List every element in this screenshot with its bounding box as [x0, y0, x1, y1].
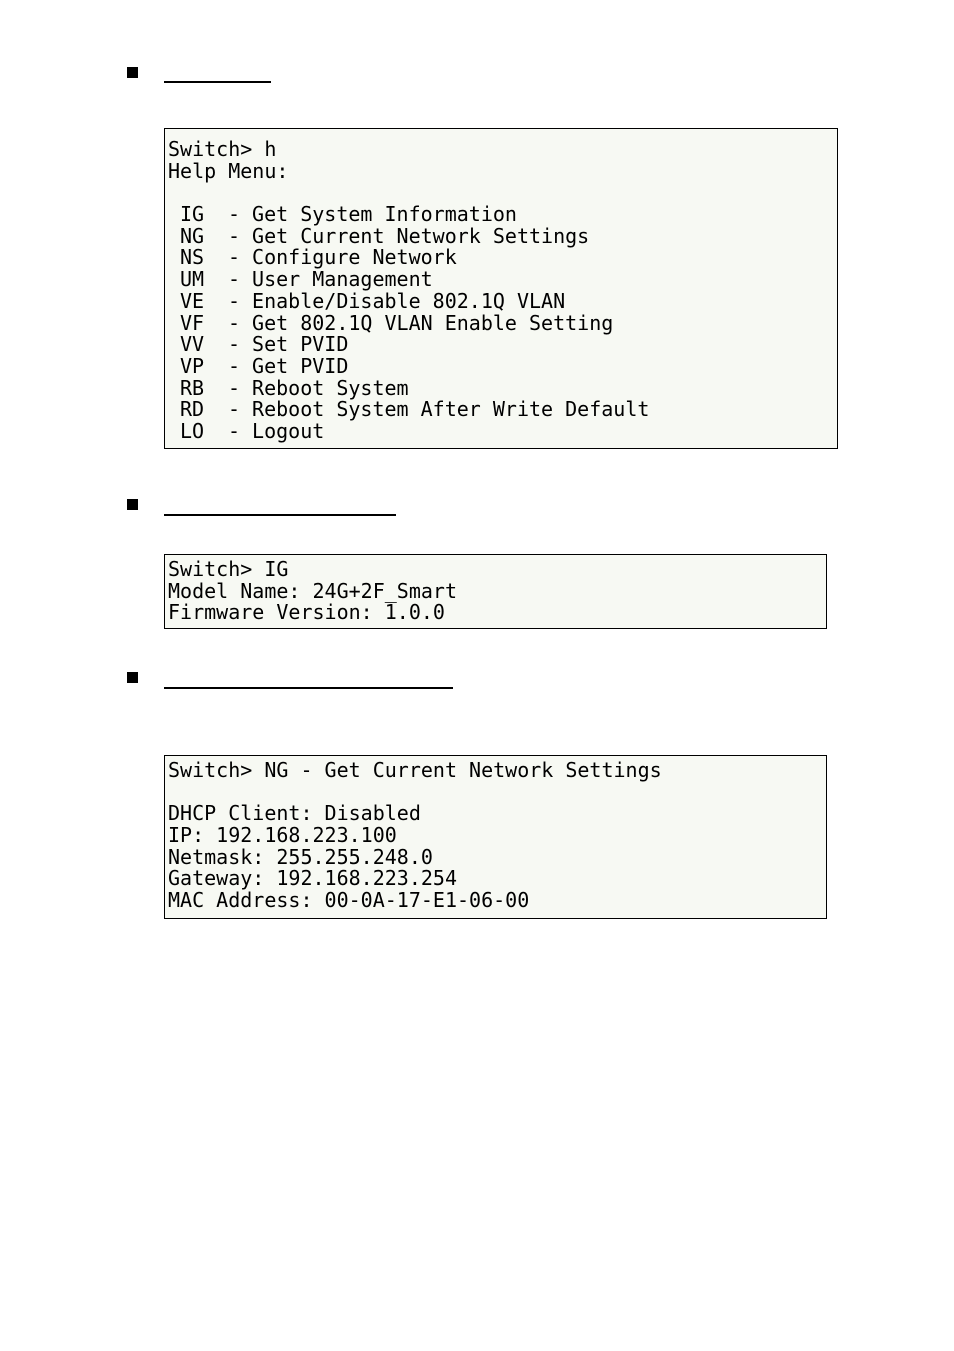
command-code: VP [180, 353, 205, 378]
network-settings-terminal [164, 755, 827, 919]
command-separator: - [228, 267, 241, 292]
dhcp-client-line: DHCP Client: Disabled [168, 801, 421, 826]
command-row [168, 247, 837, 269]
command-code: VV [180, 332, 205, 357]
command-separator: - [228, 418, 241, 443]
command-description: Get PVID [252, 353, 349, 378]
command-row [168, 288, 837, 313]
command-description: Set PVID [252, 332, 349, 357]
netmask-line: Netmask: 255.255.248.0 [168, 844, 433, 869]
command-description: Reboot System [252, 375, 409, 400]
menu-title: Help Menu: [168, 158, 289, 183]
command-separator: - [228, 310, 241, 335]
command-separator: - [228, 288, 241, 313]
terminal-prompt-line: Switch> IG [168, 557, 289, 581]
command-row [168, 375, 837, 400]
firmware-version-line: Firmware Version: 1.0.0 [168, 600, 445, 625]
command-row [168, 353, 837, 378]
section-bullet [127, 67, 138, 78]
command-separator: - [228, 353, 241, 378]
command-row [168, 223, 837, 248]
system-info-terminal [164, 554, 827, 629]
command-code: LO [180, 418, 205, 443]
terminal-prompt-line: Switch> NG - Get Current Network Settings [168, 758, 662, 782]
command-row [168, 310, 837, 335]
command-row [168, 269, 837, 291]
section-heading-underline [164, 687, 453, 689]
terminal-prompt-line: Switch> h [168, 137, 277, 161]
blank-line [168, 782, 826, 804]
mac-address-line: MAC Address: 00-0A-17-E1-06-00 [168, 888, 530, 913]
section-bullet [127, 499, 138, 510]
command-code: RD [180, 397, 205, 422]
command-description: Get System Information [252, 202, 517, 227]
command-description: Get 802.1Q VLAN Enable Setting [252, 310, 614, 335]
model-name-line: Model Name: 24G+2F_Smart [168, 578, 457, 603]
command-code: VF [180, 310, 205, 335]
command-code: VE [180, 288, 205, 313]
command-code: UM [180, 267, 205, 292]
section-heading-underline [164, 81, 271, 83]
command-separator: - [228, 245, 241, 270]
command-description: Enable/Disable 802.1Q VLAN [252, 288, 566, 313]
help-menu-terminal [164, 128, 838, 449]
section-bullet [127, 672, 138, 683]
command-separator: - [228, 202, 241, 227]
command-list [168, 204, 837, 443]
blank-line [168, 182, 837, 204]
command-row [168, 418, 837, 443]
command-code: NS [180, 245, 205, 270]
gateway-line: Gateway: 192.168.223.254 [168, 866, 457, 891]
command-row [168, 399, 837, 421]
ip-line: IP: 192.168.223.100 [168, 823, 397, 848]
command-description: Get Current Network Settings [252, 223, 590, 248]
command-description: User Management [252, 267, 433, 292]
command-separator: - [228, 332, 241, 357]
section-heading-underline [164, 514, 396, 516]
command-separator: - [228, 223, 241, 248]
command-code: NG [180, 223, 205, 248]
command-row [168, 204, 837, 226]
command-description: Reboot System After Write Default [252, 397, 650, 422]
command-description: Logout [252, 418, 325, 443]
command-row [168, 334, 837, 356]
command-code: IG [180, 202, 205, 227]
command-code: RB [180, 375, 205, 400]
command-description: Configure Network [252, 245, 457, 270]
command-separator: - [228, 375, 241, 400]
command-separator: - [228, 397, 241, 422]
